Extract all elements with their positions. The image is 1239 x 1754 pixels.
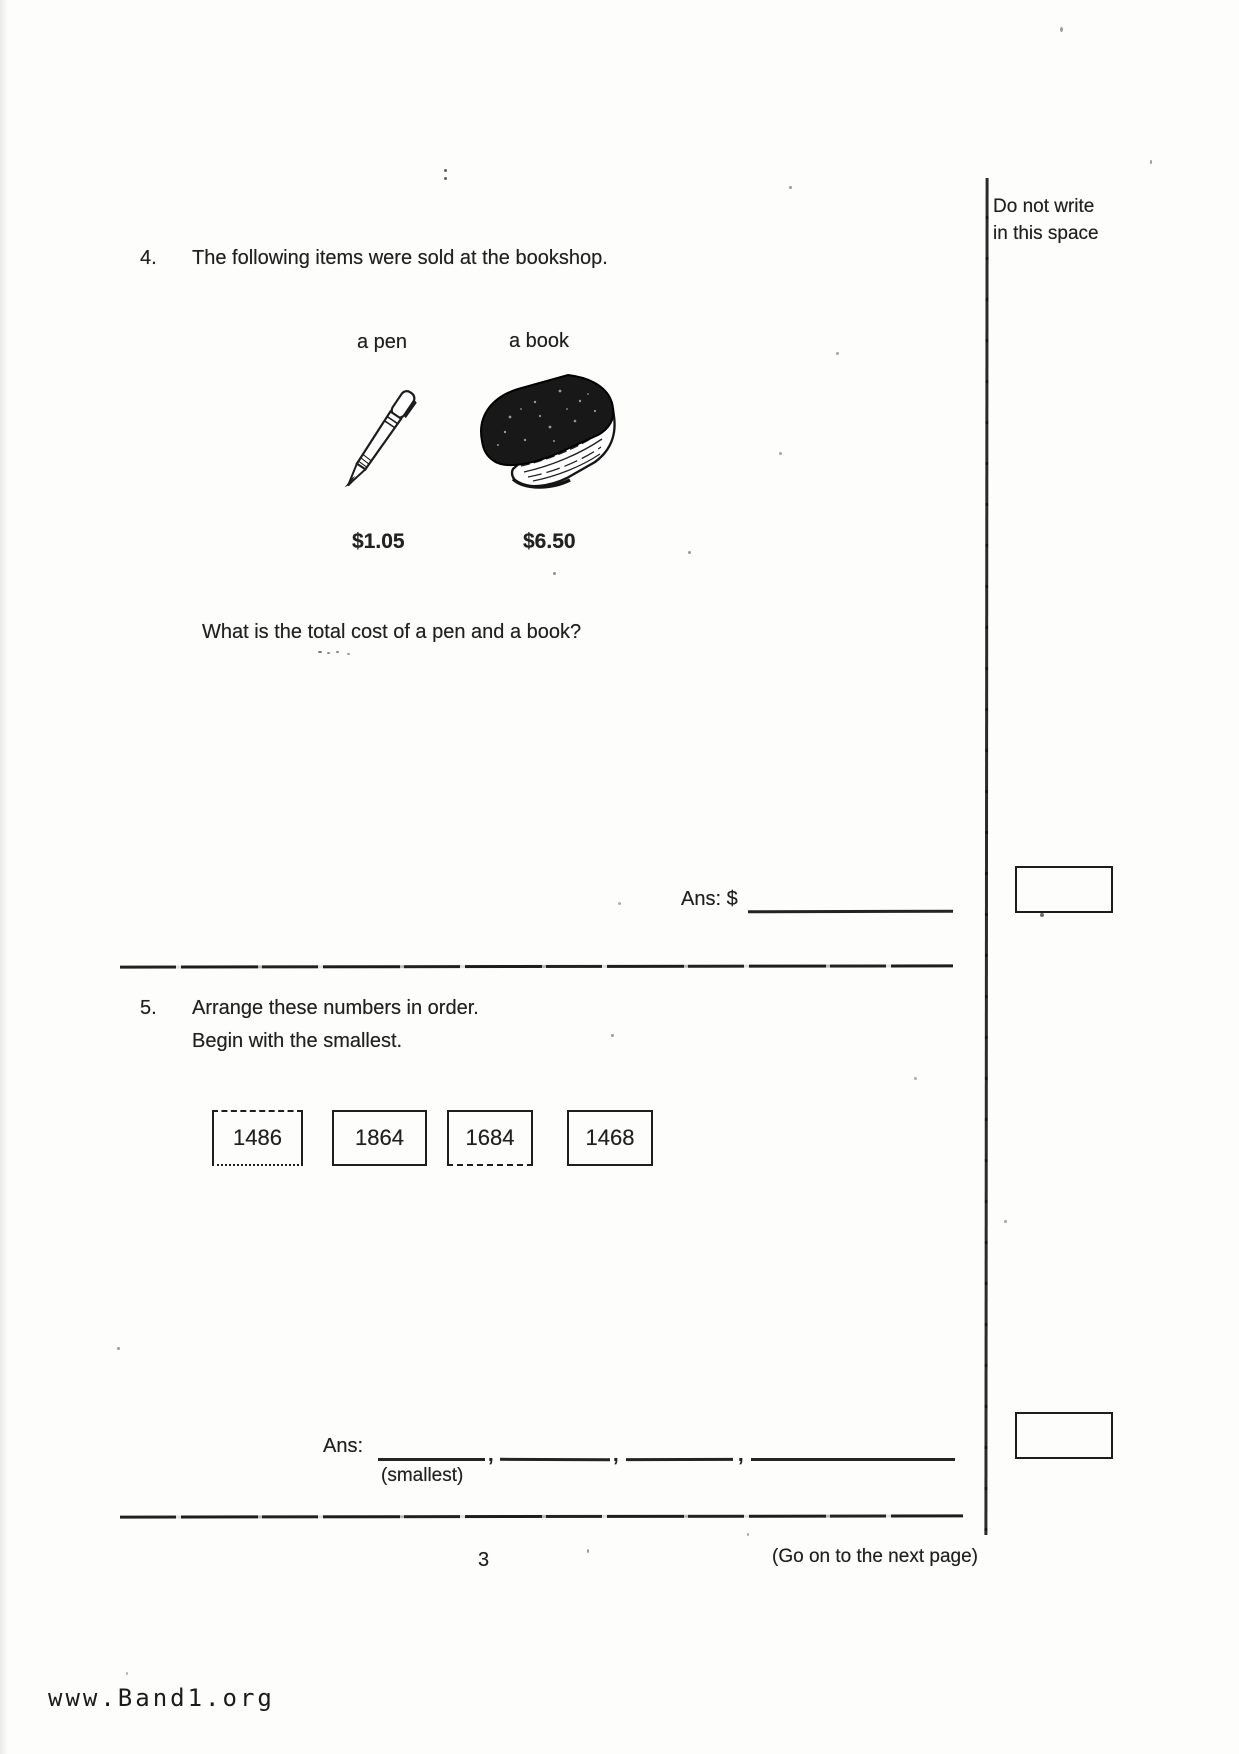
scan-speckle (836, 352, 839, 355)
bottom-rule (120, 1514, 963, 1518)
number-card-3-value: 1684 (465, 1125, 515, 1150)
question5-marks-box (1015, 1412, 1113, 1459)
question-separator-rule (120, 964, 953, 968)
book-label: a book (509, 330, 570, 352)
number-card-4-value: 1468 (585, 1125, 635, 1150)
number-card-4 (567, 1110, 653, 1166)
question5-prompt-line1: Arrange these numbers in order. (192, 997, 479, 1019)
scan-speckle (1150, 160, 1152, 164)
answer-blank-2 (500, 1458, 610, 1461)
scan-speckle (618, 902, 621, 905)
scan-speckle (587, 1549, 589, 1553)
page-edge-shading (0, 0, 8, 1754)
scan-speckle (779, 452, 782, 455)
pen-label: a pen (357, 331, 408, 353)
scan-speckle (688, 551, 691, 554)
smallest-note: (smallest) (381, 1465, 464, 1486)
question4-number: 4. (140, 247, 157, 269)
comma-separator-3: , (738, 1444, 744, 1466)
do-not-write-line1: Do not write (993, 196, 1095, 217)
answer-blank-1 (378, 1458, 485, 1461)
scan-speckle (1040, 913, 1044, 917)
book-price: $6.50 (523, 530, 576, 553)
comma-separator-2: , (613, 1444, 619, 1466)
question4-marks-box (1015, 866, 1113, 913)
scan-speckle (611, 1034, 614, 1037)
pen-icon (333, 377, 425, 503)
pen-price: $1.05 (352, 530, 405, 553)
site-watermark: www.Band1.org (48, 1684, 275, 1712)
number-card-3 (447, 1110, 533, 1166)
scan-speckle (553, 572, 556, 575)
scan-speckle (789, 186, 792, 189)
scan-speckle (347, 653, 350, 655)
comma-separator-1: , (488, 1444, 494, 1466)
scan-speckle (914, 1077, 917, 1080)
book-icon (464, 371, 624, 507)
scan-speckle (117, 1347, 120, 1350)
number-card-2-value: 1864 (355, 1125, 404, 1150)
footer-continue-note: (Go on to the next page) (772, 1546, 978, 1567)
answer-blank-4 (751, 1458, 955, 1461)
scan-speckle (126, 1672, 128, 1675)
question4-prompt: The following items were sold at the bookshop. (192, 247, 608, 269)
number-card-1-value: 1486 (233, 1125, 282, 1150)
scan-speckle (1004, 1220, 1007, 1223)
footer-page-number: 3 (478, 1549, 490, 1571)
number-card-1 (212, 1110, 303, 1166)
scan-speckle (336, 651, 339, 653)
number-card-2 (332, 1110, 427, 1166)
scan-speckle (1060, 27, 1063, 32)
do-not-write-note (993, 193, 1099, 247)
question5-number: 5. (140, 997, 157, 1019)
answer-blank-3 (626, 1458, 733, 1461)
scan-speckle (327, 652, 330, 654)
do-not-write-line2: in this space (993, 223, 1099, 244)
question5-prompt-line2: Begin with the smallest. (192, 1030, 403, 1052)
scan-speckle (444, 169, 447, 172)
question4-answer-line (748, 910, 953, 913)
question4-answer-label: Ans: $ (681, 888, 738, 910)
scan-speckle (318, 651, 322, 653)
question4-question: What is the total cost of a pen and a book? (202, 621, 582, 643)
scan-speckle (747, 1533, 749, 1536)
question5-answer-label: Ans: (323, 1435, 364, 1457)
margin-vertical-rule (984, 178, 988, 1535)
scan-speckle (444, 177, 447, 180)
